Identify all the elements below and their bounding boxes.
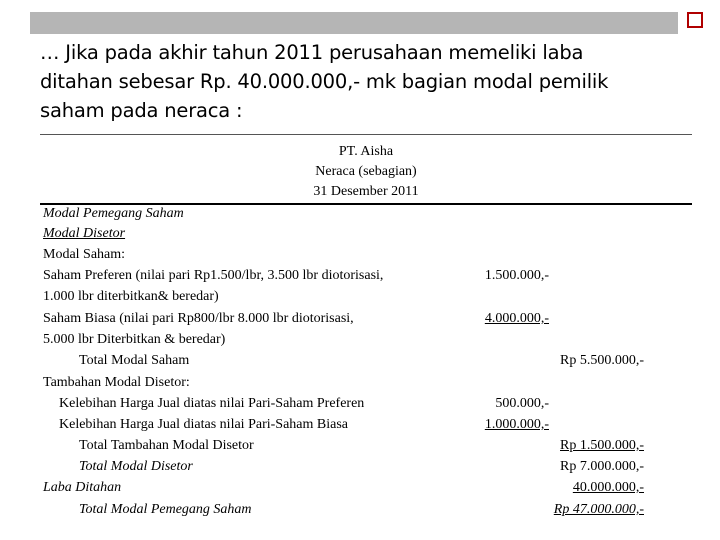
label-laba-ditahan: Laba Ditahan — [43, 480, 122, 495]
label-total-modal-pemegang-saham: Total Modal Pemegang Saham — [79, 502, 252, 517]
label-modal-pemegang-saham: Modal Pemegang Saham — [43, 206, 184, 221]
label-kelebihan-biasa: Kelebihan Harga Jual diatas nilai Pari-Saham Biasa — [59, 417, 348, 432]
label-saham-preferen-2: 1.000 lbr diterbitkan& beredar) — [43, 289, 219, 304]
value-kelebihan-preferen: 500.000,- — [495, 396, 549, 411]
label-total-tambahan: Total Tambahan Modal Disetor — [79, 438, 254, 453]
value-total-modal-saham: Rp 5.500.000,- — [560, 353, 644, 368]
slide-title-bar — [30, 12, 678, 34]
statement-title: Neraca (sebagian) — [315, 164, 417, 179]
company-name: PT. Aisha — [338, 144, 394, 159]
value-kelebihan-biasa: 1.000.000,- — [484, 417, 549, 432]
label-modal-saham: Modal Saham: — [43, 247, 126, 262]
top-divider — [40, 134, 692, 135]
label-total-modal-disetor: Total Modal Disetor — [79, 459, 193, 474]
label-modal-disetor: Modal Disetor — [43, 226, 126, 241]
heading-line-3: saham pada neraca : — [40, 99, 243, 122]
value-total-modal-pemegang-saham: Rp 47.000.000,- — [553, 502, 644, 517]
value-total-tambahan: Rp 1.500.000,- — [560, 438, 644, 453]
slide-heading — [40, 38, 690, 125]
label-saham-biasa-1: Saham Biasa (nilai pari Rp800/lbr 8.000 lbr diotorisasi, — [43, 311, 354, 326]
label-tambahan-modal-disetor: Tambahan Modal Disetor: — [43, 375, 190, 390]
label-total-modal-saham: Total Modal Saham — [79, 353, 190, 368]
label-saham-preferen-1: Saham Preferen (nilai pari Rp1.500/lbr, 3.500 lbr diotorisasi, — [43, 268, 384, 283]
statement-date: 31 Desember 2011 — [313, 184, 419, 199]
value-saham-biasa: 4.000.000,- — [484, 311, 549, 326]
label-saham-biasa-2: 5.000 lbr Diterbitkan & beredar) — [43, 332, 226, 347]
value-laba-ditahan: 40.000.000,- — [572, 480, 644, 495]
value-saham-preferen: 1.500.000,- — [484, 268, 549, 283]
heading-line-1: … Jika pada akhir tahun 2011 perusahaan memeliki laba — [40, 41, 584, 64]
corner-square-icon — [687, 12, 703, 28]
value-total-modal-disetor: Rp 7.000.000,- — [560, 459, 644, 474]
heading-line-2: ditahan sebesar Rp. 40.000.000,- mk bagian modal pemilik — [40, 70, 609, 93]
label-kelebihan-preferen: Kelebihan Harga Jual diatas nilai Pari-Saham Preferen — [59, 396, 365, 411]
